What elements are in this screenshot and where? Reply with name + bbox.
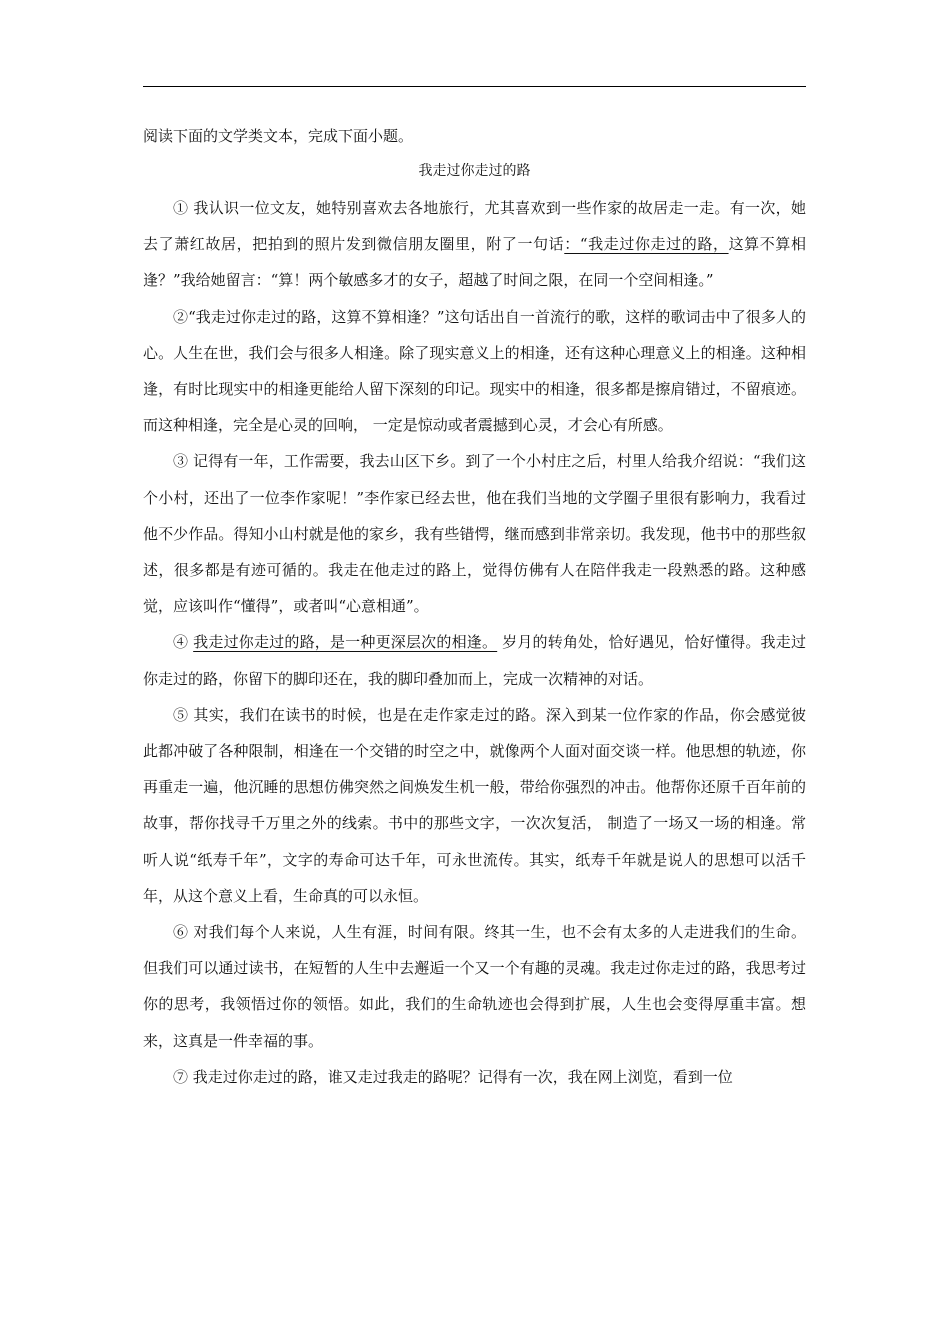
paragraph-4 [143, 624, 806, 696]
paragraph-1 [143, 190, 806, 299]
paragraph-text-tail: 岁月的转角处，恰好遇见，恰好懂得。我走过你走过的路，你留下的脚印还在，我的脚印叠加而上，完成一次精神的对话。 [143, 633, 806, 688]
underlined-sentence: 我走过你走过的路，是一种更深层次的相逢。 [193, 633, 498, 652]
paragraph-text-tail: 这算不算相逢？”我给她留言：“算！两个敏感多才的女子，超越了时间之限，在同一个空间相逢。” [143, 235, 806, 290]
paragraph-3 [143, 443, 806, 624]
top-rule [143, 86, 806, 87]
paragraph-2 [143, 299, 806, 444]
paragraph-text: 其实，我们在读书的时候，也是在走作家走过的路。深入到某一位作家的作品，你会感觉彼此都冲破了各种限制，相逢在一个交错的时空之中，就像两个人面对面交谈一样。他思想的轨迹，你再重走一遍，他沉睡的思想仿佛突然之间焕发生机一般，带给你强烈的冲击。他帮你还原千百年前的故事，帮你找寻千万里之外的线索。书中的那些文字，一次次复活， 制造了一场又一场的相逢。常听人说“纸寿千年”，文字的寿命可达千年，可永世流传。其实，纸寿千年就是说人的思想可以活千年，从这个意义上看，生命真的可以永恒。 [143, 705, 806, 905]
paragraph-number: ⑥ [173, 923, 189, 942]
paragraph-number: ⑤ [173, 705, 189, 724]
article-body [143, 190, 806, 1095]
paragraph-text: “我走过你走过的路，这算不算相逢？”这句话出自一首流行的歌，这样的歌词击中了很多人的心。人生在世，我们会与很多人相逢。除了现实意义上的相逢，还有这种心理意义上的相逢。这种相逢，有时比现实中的相逢更能给人留下深刻的印记。现实中的相逢，很多都是擦肩错过，不留痕迹。而这种相逢，完全是心灵的回响， 一定是惊动或者震撼到心灵，才会心有所感。 [143, 307, 806, 435]
paragraph-text: 我走过你走过的路，谁又走过我走的路呢？记得有一次，我在网上浏览，看到一位 [188, 1067, 733, 1086]
paragraph-number: ④ [173, 633, 189, 652]
paragraph-number: ③ [173, 452, 189, 471]
paragraph-7 [143, 1059, 806, 1095]
underlined-quote: ：“我走过你走过的路， [564, 235, 729, 254]
article-title: 我走过你走过的路 [418, 163, 531, 179]
paragraph-6 [143, 914, 806, 1059]
paragraph-text: 记得有一年，工作需要，我去山区下乡。到了一个小村庄之后，村里人给我介绍说：“我们这个小村，还出了一位李作家呢！”李作家已经去世，他在我们当地的文学圈子里很有影响力，我看过他不少作品。得知小山村就是他的家乡，我有些错愕，继而感到非常亲切。我发现，他书中的那些叙述，很多都是有迹可循的。我走在他走过的路上，觉得仿佛有人在陪伴我走一段熟悉的路。这种感觉，应该叫作“懂得”，或者叫“心意相通”。 [143, 452, 806, 616]
paragraph-number: ② [173, 307, 189, 326]
instruction-text: 阅读下面的文学类文本，完成下面小题。 [143, 127, 414, 145]
paragraph-text: 我认识一位文友，她特别喜欢去各地旅行，尤其喜欢到一些作家的故居走一走。有一次，她去了萧红故居，把拍到的照片发到微信朋友圈里，附了一句话 [143, 199, 806, 254]
paragraph-5 [143, 697, 806, 914]
paragraph-number: ① [173, 199, 189, 217]
paragraph-number: ⑦ [173, 1067, 189, 1086]
paragraph-text: 对我们每个人来说，人生有涯，时间有限。终其一生，也不会有太多的人走进我们的生命。但我们可以通过读书，在短暂的人生中去邂逅一个又一个有趣的灵魂。我走过你走过的路，我思考过你的思考，我领悟过你的领悟。如此，我们的生命轨迹也会得到扩展，人生也会变得厚重丰富。想来，这真是一件幸福的事。 [143, 923, 806, 1050]
